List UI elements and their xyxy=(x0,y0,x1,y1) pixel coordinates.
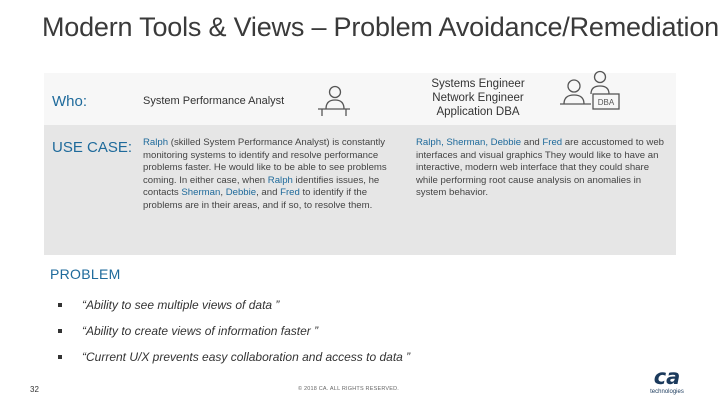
problem-item xyxy=(58,318,410,344)
name-highlight: Fred xyxy=(280,187,300,199)
team-icon xyxy=(558,70,624,118)
use-case-text: are accustomed to web interfaces and visual graphics They would like to have an interactive, modern web interface that they could share while performing root cause analysis on anomalies in system behavior. xyxy=(416,137,664,199)
analyst-icon xyxy=(316,83,352,117)
name-highlight: Ralph xyxy=(143,137,169,148)
persona2-use-case xyxy=(416,137,666,200)
problem-heading: PROBLEM xyxy=(50,266,121,282)
ca-logo-sub: technologies xyxy=(650,389,684,395)
slide-title: Modern Tools & Views – Problem Avoidance/Remediation xyxy=(42,12,719,42)
use-case-text: and xyxy=(521,137,543,148)
use-case-label: USE CASE: xyxy=(52,139,133,156)
use-case-text: (skilled System Performance Analyst) is constantly monitoring systems to identify and resolve performance problems faster. He would like to be able to see problems coming. In either case, when xyxy=(143,137,387,186)
persona2-roles xyxy=(418,77,538,119)
ca-logo xyxy=(644,366,690,395)
use-case-text: , and xyxy=(256,187,281,199)
problem-text: “Ability to create views of information faster ” xyxy=(82,324,319,338)
name-highlight: Sherman xyxy=(181,187,221,199)
problem-text: “Current U/X prevents easy collaboration and access to data ” xyxy=(82,350,411,364)
name-highlight: Ralph, Sherman, Debbie xyxy=(416,137,522,148)
name-highlight: Debbie xyxy=(225,187,257,199)
bullet-icon xyxy=(58,355,62,359)
use-case-text: , xyxy=(220,187,226,199)
name-highlight: Fred xyxy=(542,137,563,148)
bullet-icon xyxy=(58,303,62,307)
persona1-use-case xyxy=(143,137,401,213)
copyright: © 2018 CA. ALL RIGHTS RESERVED. xyxy=(298,386,400,392)
who-label: Who: xyxy=(52,93,88,110)
svg-text:DBA: DBA xyxy=(597,98,615,107)
problem-item xyxy=(58,292,410,318)
ca-logo-mark: ca xyxy=(653,365,681,389)
persona2-role: Systems Engineer xyxy=(431,78,525,90)
problem-list xyxy=(58,292,410,370)
problem-text: “Ability to see multiple views of data ” xyxy=(82,298,280,312)
name-highlight: Ralph xyxy=(267,174,293,186)
bullet-icon xyxy=(58,329,62,333)
problem-item xyxy=(58,344,410,370)
persona1-role: System Performance Analyst xyxy=(143,95,285,107)
use-case-text: identifies issues, he contacts xyxy=(143,174,380,199)
use-case-text: to identify if the problems are in their areas, and if so, to resolve them. xyxy=(143,187,373,211)
persona2-role: Network Engineer xyxy=(432,92,524,104)
persona2-role: Application DBA xyxy=(436,106,520,118)
page-number: 32 xyxy=(30,385,39,394)
